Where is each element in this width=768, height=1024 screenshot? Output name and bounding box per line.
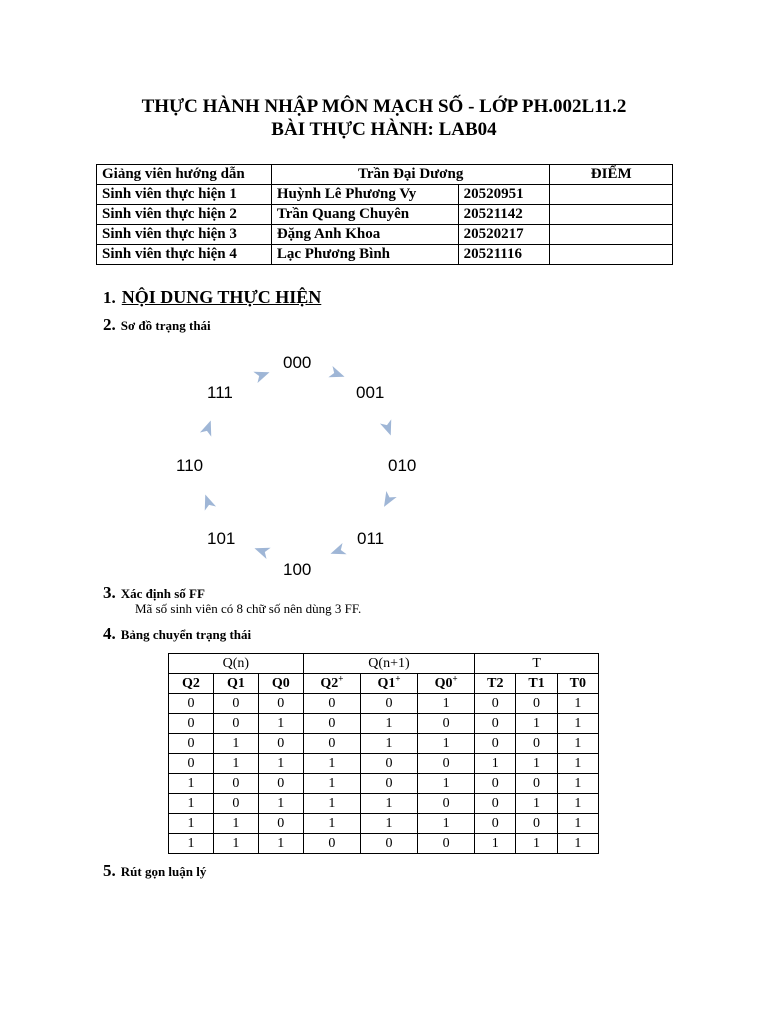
table-cell: 1 <box>516 754 557 774</box>
student-id: 20520217 <box>458 225 550 245</box>
table-cell: 1 <box>418 814 475 834</box>
column-header: Q1 <box>213 674 258 694</box>
section-title: Rút gọn luận lý <box>120 864 207 879</box>
instructor-name: Trần Đại Dương <box>271 165 550 185</box>
table-cell: 0 <box>475 734 516 754</box>
table-cell: 1 <box>557 714 598 734</box>
table-cell: 1 <box>303 774 360 794</box>
table-cell: 1 <box>258 714 303 734</box>
table-cell: 1 <box>418 694 475 714</box>
student-id: 20520951 <box>458 185 550 205</box>
table-cell: 1 <box>258 794 303 814</box>
table-cell: 1 <box>557 794 598 814</box>
table-cell: 0 <box>258 814 303 834</box>
table-cell: 0 <box>258 774 303 794</box>
table-cell: 0 <box>213 794 258 814</box>
table-cell: 0 <box>213 694 258 714</box>
table-cell: 0 <box>258 694 303 714</box>
table-cell: 0 <box>475 794 516 814</box>
table-cell: 0 <box>303 714 360 734</box>
group-header: T <box>475 654 599 674</box>
table-cell: 0 <box>516 734 557 754</box>
table-cell: 0 <box>418 834 475 854</box>
table-cell: 1 <box>258 834 303 854</box>
table-cell: 1 <box>213 834 258 854</box>
column-header: T1 <box>516 674 557 694</box>
ff-note: Mã số sinh viên có 8 chữ số nên dùng 3 FF. <box>135 601 362 616</box>
student-name: Đặng Anh Khoa <box>271 225 458 245</box>
table-cell: 0 <box>303 694 360 714</box>
table-row <box>169 694 599 714</box>
table-cell: 0 <box>169 694 214 714</box>
table-cell: 1 <box>475 834 516 854</box>
column-header: Q2+ <box>303 674 360 694</box>
table-cell: 1 <box>557 774 598 794</box>
lab-title: BÀI THỰC HÀNH: LAB04 <box>271 119 497 140</box>
column-header: Q0+ <box>418 674 475 694</box>
table-row <box>169 714 599 734</box>
table-cell: 0 <box>516 694 557 714</box>
table-cell: 1 <box>475 754 516 774</box>
section-number: 2. <box>103 315 116 334</box>
column-header: Q0 <box>258 674 303 694</box>
table-cell: 1 <box>360 714 417 734</box>
table-cell: 1 <box>169 794 214 814</box>
group-header: Q(n) <box>169 654 304 674</box>
table-cell: 1 <box>169 774 214 794</box>
table-cell: 0 <box>258 734 303 754</box>
state-100: 100 <box>283 560 312 579</box>
state-000: 000 <box>283 353 312 372</box>
table-cell: 0 <box>360 834 417 854</box>
section-number: 5. <box>103 861 116 880</box>
table-cell: 0 <box>418 754 475 774</box>
table-cell: 1 <box>418 774 475 794</box>
group-header-row <box>169 654 599 674</box>
arrow-icon <box>200 418 216 436</box>
table-cell: 1 <box>557 834 598 854</box>
column-header: T0 <box>557 674 598 694</box>
section-3-heading <box>103 583 205 603</box>
table-cell: 0 <box>303 734 360 754</box>
table-cell: 0 <box>418 794 475 814</box>
table-cell: 0 <box>360 694 417 714</box>
table-cell: 0 <box>475 694 516 714</box>
table-cell: 1 <box>213 734 258 754</box>
table-cell: 0 <box>169 734 214 754</box>
section-title: Sơ đồ trạng thái <box>120 318 211 333</box>
table-cell: 0 <box>169 714 214 734</box>
student-label: Sinh viên thực hiện 2 <box>97 205 272 225</box>
state-111: 111 <box>207 383 233 402</box>
table-cell: 0 <box>475 714 516 734</box>
state-001: 001 <box>356 383 385 402</box>
table-cell: 1 <box>258 754 303 774</box>
student-id: 20521142 <box>458 205 550 225</box>
section-5-heading <box>103 861 206 881</box>
table-cell: 0 <box>516 814 557 834</box>
table-cell: 0 <box>360 754 417 774</box>
section-number: 3. <box>103 583 116 602</box>
table-cell: 1 <box>418 734 475 754</box>
table-row <box>169 774 599 794</box>
table-cell: 0 <box>213 774 258 794</box>
arrow-icon <box>379 491 397 510</box>
arrow-icon <box>200 492 216 510</box>
arrow-icon <box>328 543 346 559</box>
table-row <box>169 794 599 814</box>
table-row <box>169 814 599 834</box>
state-011: 011 <box>357 529 385 548</box>
arrow-icon <box>328 366 346 382</box>
table-cell: 0 <box>475 774 516 794</box>
table-cell: 0 <box>475 814 516 834</box>
column-header: Q1+ <box>360 674 417 694</box>
table-cell: 1 <box>213 754 258 774</box>
column-header: T2 <box>475 674 516 694</box>
table-cell: 1 <box>557 694 598 714</box>
table-cell: 0 <box>360 774 417 794</box>
section-title: NỘI DUNG THỰC HIỆN <box>121 287 322 307</box>
student-name: Lạc Phương Bình <box>271 245 458 265</box>
column-header: Q2 <box>169 674 214 694</box>
table-cell: 0 <box>418 714 475 734</box>
table-cell: 1 <box>516 714 557 734</box>
table-cell: 1 <box>516 794 557 814</box>
score-label: ĐIỂM <box>550 165 673 185</box>
state-010: 010 <box>388 456 417 475</box>
student-name: Trần Quang Chuyên <box>271 205 458 225</box>
table-cell: 1 <box>360 794 417 814</box>
arrow-icon <box>252 543 270 559</box>
state-101: 101 <box>207 529 236 548</box>
table-cell: 1 <box>557 814 598 834</box>
arrow-icon <box>380 419 396 437</box>
student-label: Sinh viên thực hiện 1 <box>97 185 272 205</box>
table-cell: 1 <box>557 754 598 774</box>
arrow-icon <box>253 367 271 383</box>
section-number: 1. <box>103 288 116 307</box>
table-cell: 1 <box>557 734 598 754</box>
table-row <box>169 754 599 774</box>
column-header-row <box>169 674 599 694</box>
table-cell: 0 <box>169 754 214 774</box>
student-label: Sinh viên thực hiện 4 <box>97 245 272 265</box>
student-name: Huỳnh Lê Phương Vy <box>271 185 458 205</box>
transition-table <box>168 653 599 854</box>
table-cell: 0 <box>213 714 258 734</box>
table-cell: 1 <box>303 814 360 834</box>
student-label: Sinh viên thực hiện 3 <box>97 225 272 245</box>
table-cell: 0 <box>303 834 360 854</box>
table-cell: 1 <box>213 814 258 834</box>
table-cell: 1 <box>360 814 417 834</box>
table-cell: 1 <box>303 794 360 814</box>
table-cell: 1 <box>169 834 214 854</box>
instructor-label: Giảng viên hướng dẫn <box>97 165 272 185</box>
table-row <box>169 834 599 854</box>
student-id: 20521116 <box>458 245 550 265</box>
section-title: Xác định số FF <box>120 586 205 601</box>
table-cell: 1 <box>169 814 214 834</box>
group-header: Q(n+1) <box>303 654 474 674</box>
section-4-heading <box>103 624 251 644</box>
table-cell: 1 <box>360 734 417 754</box>
section-number: 4. <box>103 624 116 643</box>
document-title: THỰC HÀNH NHẬP MÔN MẠCH SỐ - LỚP PH.002L11.2 <box>141 96 627 117</box>
section-title: Bảng chuyển trạng thái <box>120 627 252 642</box>
table-cell: 1 <box>303 754 360 774</box>
table-cell: 1 <box>516 834 557 854</box>
table-cell: 0 <box>516 774 557 794</box>
state-110: 110 <box>176 456 204 475</box>
table-row <box>169 734 599 754</box>
